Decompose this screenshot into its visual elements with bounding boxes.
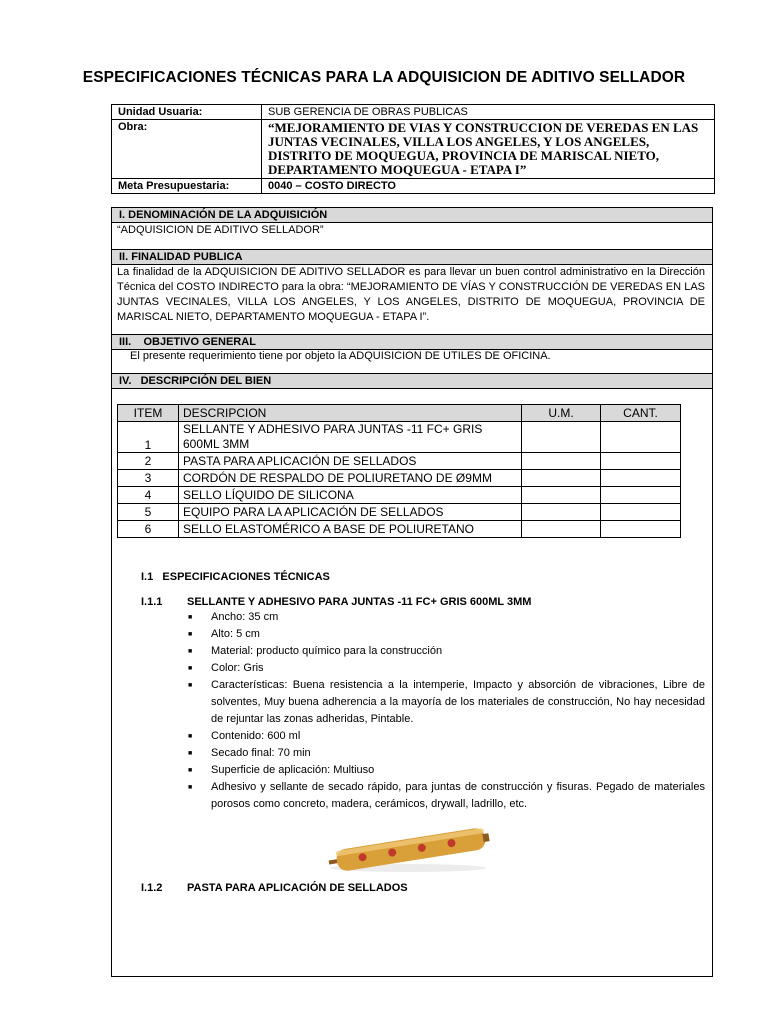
table-row xyxy=(118,470,681,487)
item-cant xyxy=(601,487,681,504)
item-number: 5 xyxy=(118,504,179,521)
sub2-title: PASTA PARA APLICACIÓN DE SELLADOS xyxy=(187,882,408,894)
list-item: ■ Ancho: 35 cm xyxy=(186,609,705,626)
sub1-number: I.1.1 xyxy=(141,596,163,608)
info-row-unidad xyxy=(112,105,714,120)
item-description: CORDÓN DE RESPALDO DE POLIURETANO DE Ø9MM xyxy=(179,470,522,487)
list-item: ■ Color: Gris xyxy=(186,660,705,677)
item-um xyxy=(522,422,601,453)
col-header-um: U.M. xyxy=(522,405,601,422)
section-4-header: IV. DESCRIPCIÓN DEL BIEN xyxy=(112,373,712,389)
meta-label: Meta Presupuestaria: xyxy=(112,179,262,193)
item-um xyxy=(522,470,601,487)
col-header-item: ITEM xyxy=(118,405,179,422)
item-description: SELLO ELASTOMÉRICO A BASE DE POLIURETANO xyxy=(179,521,522,538)
spec-list xyxy=(186,609,705,813)
table-row xyxy=(118,453,681,470)
list-item: ■ Alto: 5 cm xyxy=(186,626,705,643)
col-header-descripcion: DESCRIPCION xyxy=(179,405,522,422)
item-cant xyxy=(601,422,681,453)
item-cant xyxy=(601,470,681,487)
section-1-header: I. DENOMINACIÓN DE LA ADQUISICIÓN xyxy=(112,207,712,223)
item-number: 2 xyxy=(118,453,179,470)
item-description: SELLANTE Y ADHESIVO PARA JUNTAS -11 FC+ GRIS 600ML 3MM xyxy=(179,422,522,453)
item-um xyxy=(522,504,601,521)
section-2-header: II. FINALIDAD PUBLICA xyxy=(112,249,712,265)
item-number: 3 xyxy=(118,470,179,487)
item-cant xyxy=(601,504,681,521)
info-row-obra xyxy=(112,120,714,179)
unidad-label: Unidad Usuaria: xyxy=(112,105,262,119)
section-2-text: La finalidad de la ADQUISICION DE ADITIVO SELLADOR es para llevar un buen control administrativo en la Dirección Técnica del COSTO INDIRECTO para la obra: “MEJORAMIENTO DE VÍAS Y CONSTRUCCIÓN DE VEREDAS EN LAS JUNTAS VECINALES, VILLA LOS ANGELES, Y LOS ANGELES, DISTRITO DE MOQUEGUA, PROVINCIA DE MARISCAL NIETO, DEPARTAMENTO MOQUEGUA - ETAPA I”. xyxy=(117,266,705,323)
section-1-text: “ADQUISICION DE ADITIVO SELLADOR” xyxy=(117,224,324,236)
sealant-tube-image xyxy=(322,826,494,876)
list-item: ■ Adhesivo y sellante de secado rápido, para juntas de construcción y fisuras. Pegado de materiales porosos como concreto, madera, cerámicos, drywall, ladrillo, etc. xyxy=(186,779,705,813)
table-row xyxy=(118,521,681,538)
item-cant xyxy=(601,453,681,470)
item-cant xyxy=(601,521,681,538)
specs-heading: I.1 ESPECIFICACIONES TÉCNICAS xyxy=(141,571,330,583)
list-item: ■ Contenido: 600 ml xyxy=(186,728,705,745)
unidad-value: SUB GERENCIA DE OBRAS PUBLICAS xyxy=(268,106,468,118)
item-um xyxy=(522,453,601,470)
sub2-number: I.1.2 xyxy=(141,882,163,894)
item-number: 6 xyxy=(118,521,179,538)
table-row xyxy=(118,504,681,521)
item-description: PASTA PARA APLICACIÓN DE SELLADOS xyxy=(179,453,522,470)
list-item: ■ Superficie de aplicación: Multiuso xyxy=(186,762,705,779)
document-title: ESPECIFICACIONES TÉCNICAS PARA LA ADQUISICION DE ADITIVO SELLADOR xyxy=(82,69,686,86)
item-number: 1 xyxy=(118,422,179,453)
list-item: ■ Material: producto químico para la construcción xyxy=(186,643,705,660)
item-um xyxy=(522,521,601,538)
item-number: 4 xyxy=(118,487,179,504)
obra-label: Obra: xyxy=(112,120,262,178)
item-description: SELLO LÍQUIDO DE SILICONA xyxy=(179,487,522,504)
meta-value: 0040 – COSTO DIRECTO xyxy=(268,180,396,192)
list-item: ■ Características: Buena resistencia a la intemperie, Impacto y absorción de vibraciones, Libre de solventes, Muy buena adherencia a la mayoría de los materiales de construcción, No hay necesidad de rejuntar las zonas adheridas, Pintable. xyxy=(186,677,705,728)
sub1-title: SELLANTE Y ADHESIVO PARA JUNTAS -11 FC+ GRIS 600ML 3MM xyxy=(187,596,532,608)
table-row xyxy=(118,422,681,453)
item-um xyxy=(522,487,601,504)
col-header-cant: CANT. xyxy=(601,405,681,422)
item-description: EQUIPO PARA LA APLICACIÓN DE SELLADOS xyxy=(179,504,522,521)
items-table xyxy=(117,404,681,538)
obra-value: “MEJORAMIENTO DE VIAS Y CONSTRUCCION DE VEREDAS EN LAS JUNTAS VECINALES, VILLA LOS ANGELES, Y LOS ANGELES, DISTRITO DE MOQUEGUA, PROVINCIA DE MARISCAL NIETO, DEPARTAMENTO MOQUEGUA - ETAPA I” xyxy=(268,120,699,177)
info-row-meta xyxy=(112,179,714,193)
section-3-header: III. OBJETIVO GENERAL xyxy=(112,334,712,350)
info-table xyxy=(111,104,715,194)
list-item: ■ Secado final: 70 min xyxy=(186,745,705,762)
section-3-text: El presente requerimiento tiene por objeto la ADQUISICION DE UTILES DE OFICINA. xyxy=(130,350,551,362)
table-row xyxy=(118,487,681,504)
